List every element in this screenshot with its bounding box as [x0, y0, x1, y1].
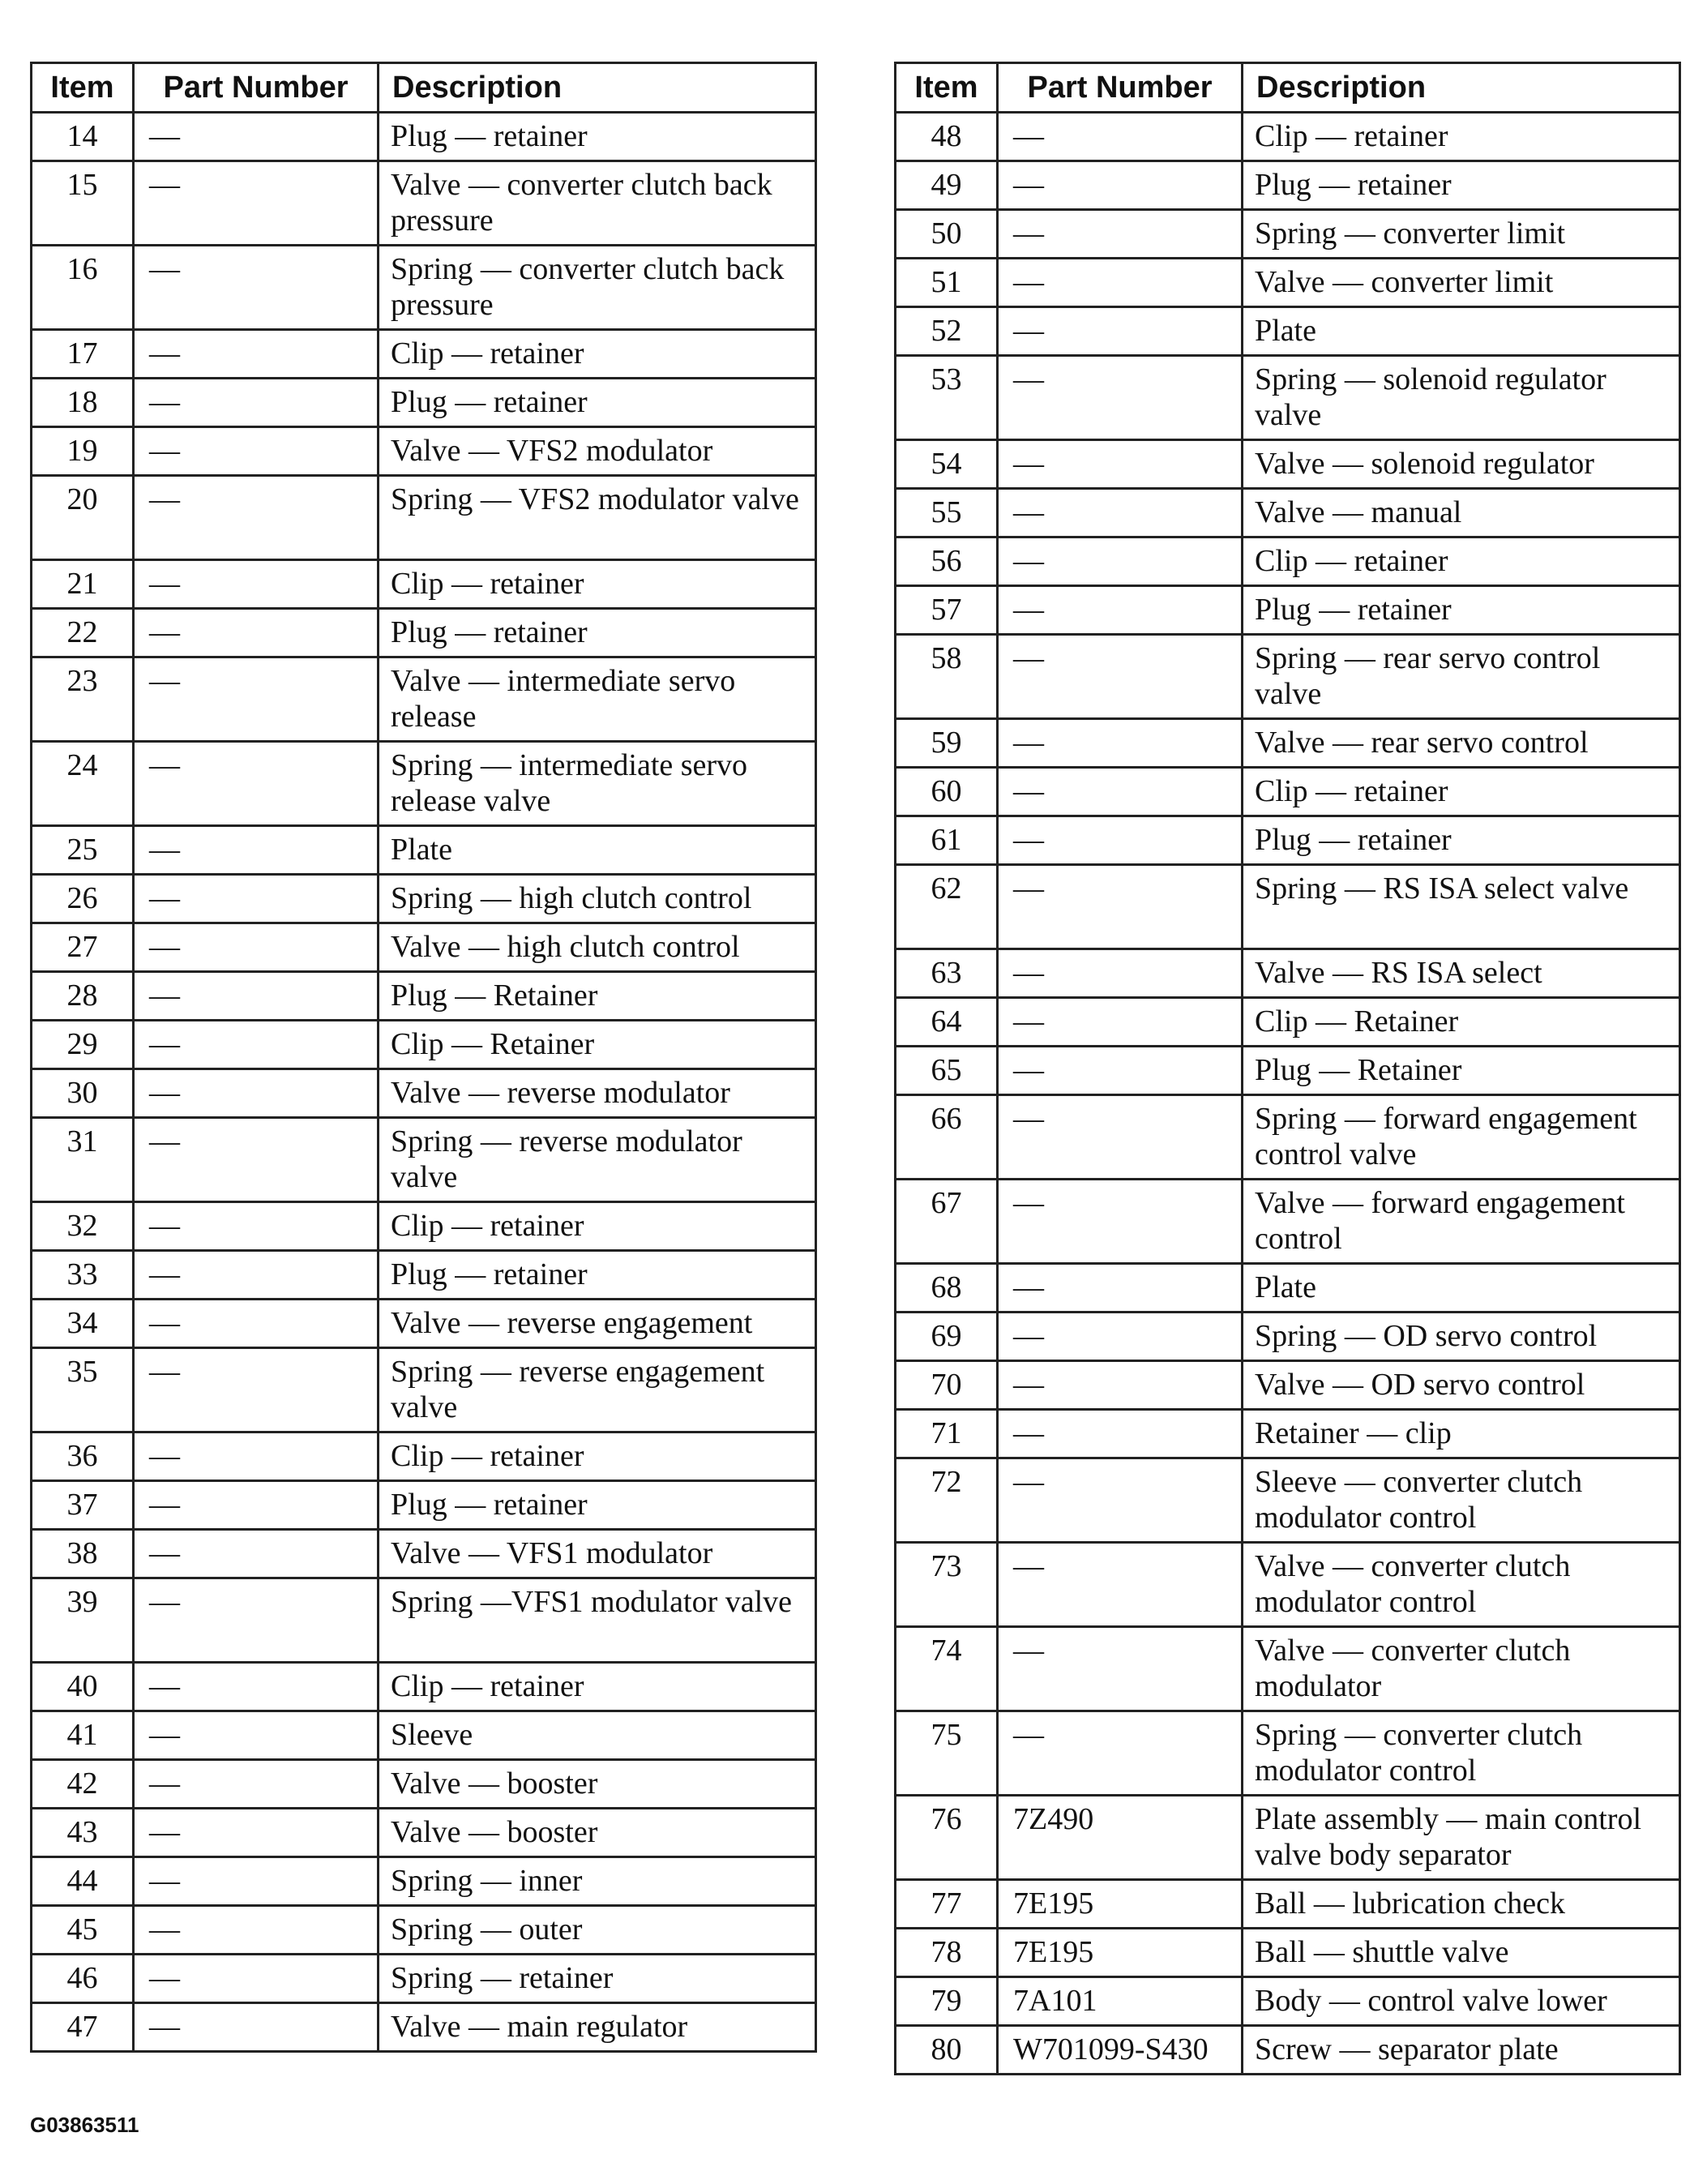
item-cell: 25	[32, 826, 134, 875]
table-row	[896, 307, 1680, 356]
part-number-cell: —	[134, 923, 379, 972]
part-number-cell: 7A101	[998, 1977, 1243, 2026]
table-row	[896, 1410, 1680, 1458]
part-number-cell: 7Z490	[998, 1796, 1243, 1880]
table-row	[896, 816, 1680, 865]
table-row	[896, 489, 1680, 537]
description-cell: Ball — shuttle valve	[1243, 1929, 1680, 1977]
description-cell: Plate	[379, 826, 816, 875]
part-number-cell: —	[998, 161, 1243, 210]
table-row	[896, 998, 1680, 1047]
description-cell: Plate	[1243, 1264, 1680, 1313]
table-row	[896, 586, 1680, 635]
part-number-cell: —	[134, 161, 379, 246]
table-row	[32, 1711, 816, 1760]
item-cell: 34	[32, 1300, 134, 1348]
description-cell: Spring — converter clutch back pressure	[379, 246, 816, 330]
description-cell: Valve — booster	[379, 1809, 816, 1857]
table-row	[896, 1180, 1680, 1264]
table-row	[32, 476, 816, 560]
table-row	[896, 537, 1680, 586]
description-cell: Plug — retainer	[1243, 161, 1680, 210]
description-cell: Sleeve — converter clutch modulator control	[1243, 1458, 1680, 1543]
part-number-cell: 7E195	[998, 1880, 1243, 1929]
description-cell: Spring — VFS2 modulator valve	[379, 476, 816, 560]
part-number-cell: —	[998, 1047, 1243, 1095]
description-cell: Spring — outer	[379, 1906, 816, 1955]
item-cell: 38	[32, 1530, 134, 1578]
description-cell: Valve — RS ISA select	[1243, 949, 1680, 998]
description-cell: Valve — OD servo control	[1243, 1361, 1680, 1410]
table-row	[32, 427, 816, 476]
table-row	[32, 1760, 816, 1809]
description-cell: Clip — retainer	[1243, 113, 1680, 161]
description-cell: Clip — retainer	[379, 1202, 816, 1251]
item-cell: 45	[32, 1906, 134, 1955]
part-number-cell: —	[998, 635, 1243, 719]
item-cell: 79	[896, 1977, 998, 2026]
description-cell: Plug — retainer	[1243, 586, 1680, 635]
part-number-cell: —	[998, 537, 1243, 586]
description-cell: Valve — VFS1 modulator	[379, 1530, 816, 1578]
part-number-cell: —	[134, 826, 379, 875]
table-row	[896, 161, 1680, 210]
table-row	[32, 742, 816, 826]
part-number-cell: —	[998, 356, 1243, 440]
item-cell: 67	[896, 1180, 998, 1264]
table-row	[32, 1432, 816, 1481]
table-row	[896, 1627, 1680, 1711]
part-number-cell: —	[134, 1202, 379, 1251]
item-cell: 70	[896, 1361, 998, 1410]
table-row	[32, 826, 816, 875]
description-cell: Plate	[1243, 307, 1680, 356]
item-cell: 37	[32, 1481, 134, 1530]
column-header-item: Item	[32, 63, 134, 113]
table-row	[32, 657, 816, 742]
table-row	[896, 1880, 1680, 1929]
table-row	[896, 949, 1680, 998]
description-cell: Spring — inner	[379, 1857, 816, 1906]
item-cell: 48	[896, 113, 998, 161]
part-number-cell: 7E195	[998, 1929, 1243, 1977]
table-row	[896, 1796, 1680, 1880]
table-row	[32, 609, 816, 657]
description-cell: Spring — converter limit	[1243, 210, 1680, 259]
item-cell: 73	[896, 1543, 998, 1627]
part-number-cell: —	[998, 1095, 1243, 1180]
item-cell: 49	[896, 161, 998, 210]
part-number-cell: —	[998, 586, 1243, 635]
part-number-cell: —	[134, 742, 379, 826]
table-row	[32, 1663, 816, 1711]
column-header-description: Description	[1243, 63, 1680, 113]
table-row	[896, 440, 1680, 489]
table-row	[896, 2026, 1680, 2075]
item-cell: 76	[896, 1796, 998, 1880]
item-cell: 63	[896, 949, 998, 998]
item-cell: 55	[896, 489, 998, 537]
part-number-cell: —	[998, 210, 1243, 259]
table-row	[896, 1929, 1680, 1977]
parts-table-left-body	[32, 113, 816, 2052]
part-number-cell: —	[134, 2003, 379, 2052]
item-cell: 26	[32, 875, 134, 923]
description-cell: Clip — retainer	[1243, 768, 1680, 816]
item-cell: 69	[896, 1313, 998, 1361]
description-cell: Valve — reverse modulator	[379, 1069, 816, 1118]
description-cell: Clip — Retainer	[379, 1021, 816, 1069]
table-header-row	[896, 63, 1680, 113]
description-cell: Valve — VFS2 modulator	[379, 427, 816, 476]
parts-table-right-body	[896, 113, 1680, 2075]
table-row	[32, 875, 816, 923]
item-cell: 36	[32, 1432, 134, 1481]
description-cell: Valve — rear servo control	[1243, 719, 1680, 768]
part-number-cell: —	[998, 307, 1243, 356]
part-number-cell: —	[998, 768, 1243, 816]
description-cell: Spring — retainer	[379, 1955, 816, 2003]
description-cell: Valve — manual	[1243, 489, 1680, 537]
description-cell: Ball — lubrication check	[1243, 1880, 1680, 1929]
description-cell: Body — control valve lower	[1243, 1977, 1680, 2026]
part-number-cell: —	[134, 1760, 379, 1809]
table-row	[32, 560, 816, 609]
table-row	[896, 1047, 1680, 1095]
part-number-cell: —	[998, 440, 1243, 489]
parts-table-right	[894, 62, 1681, 2075]
part-number-cell: —	[134, 1906, 379, 1955]
part-number-cell: —	[134, 1348, 379, 1432]
part-number-cell: —	[998, 719, 1243, 768]
part-number-cell: —	[134, 1711, 379, 1760]
item-cell: 35	[32, 1348, 134, 1432]
item-cell: 30	[32, 1069, 134, 1118]
description-cell: Clip — retainer	[379, 1432, 816, 1481]
item-cell: 59	[896, 719, 998, 768]
description-cell: Spring — high clutch control	[379, 875, 816, 923]
column-header-part-number: Part Number	[134, 63, 379, 113]
item-cell: 60	[896, 768, 998, 816]
table-row	[896, 768, 1680, 816]
item-cell: 52	[896, 307, 998, 356]
column-header-part-number: Part Number	[998, 63, 1243, 113]
description-cell: Valve — forward engagement control	[1243, 1180, 1680, 1264]
part-number-cell: —	[134, 560, 379, 609]
description-cell: Clip — Retainer	[1243, 998, 1680, 1047]
item-cell: 19	[32, 427, 134, 476]
part-number-cell: —	[998, 489, 1243, 537]
table-row	[896, 210, 1680, 259]
item-cell: 44	[32, 1857, 134, 1906]
item-cell: 46	[32, 1955, 134, 2003]
description-cell: Spring — solenoid regulator valve	[1243, 356, 1680, 440]
parts-table-left	[30, 62, 817, 2053]
item-cell: 16	[32, 246, 134, 330]
item-cell: 29	[32, 1021, 134, 1069]
table-row	[896, 719, 1680, 768]
item-cell: 15	[32, 161, 134, 246]
description-cell: Valve — converter clutch back pressure	[379, 161, 816, 246]
part-number-cell: —	[134, 972, 379, 1021]
table-row	[32, 113, 816, 161]
item-cell: 32	[32, 1202, 134, 1251]
table-row	[32, 1578, 816, 1663]
item-cell: 41	[32, 1711, 134, 1760]
description-cell: Spring — RS ISA select valve	[1243, 865, 1680, 949]
table-row	[896, 1711, 1680, 1796]
item-cell: 39	[32, 1578, 134, 1663]
part-number-cell: —	[134, 113, 379, 161]
part-number-cell: —	[134, 476, 379, 560]
table-row	[32, 379, 816, 427]
table-row	[32, 923, 816, 972]
part-number-cell: —	[998, 949, 1243, 998]
table-row	[896, 1977, 1680, 2026]
column-header-description: Description	[379, 63, 816, 113]
table-row	[32, 1530, 816, 1578]
item-cell: 74	[896, 1627, 998, 1711]
item-cell: 58	[896, 635, 998, 719]
item-cell: 21	[32, 560, 134, 609]
part-number-cell: —	[998, 816, 1243, 865]
table-row	[32, 1348, 816, 1432]
description-cell: Sleeve	[379, 1711, 816, 1760]
item-cell: 42	[32, 1760, 134, 1809]
description-cell: Screw — separator plate	[1243, 2026, 1680, 2075]
part-number-cell: —	[134, 427, 379, 476]
part-number-cell: —	[134, 1663, 379, 1711]
table-row	[32, 330, 816, 379]
part-number-cell: —	[134, 1578, 379, 1663]
description-cell: Clip — retainer	[379, 330, 816, 379]
part-number-cell: —	[134, 246, 379, 330]
table-row	[32, 972, 816, 1021]
table-row	[32, 1809, 816, 1857]
description-cell: Plug — retainer	[379, 113, 816, 161]
item-cell: 68	[896, 1264, 998, 1313]
item-cell: 24	[32, 742, 134, 826]
table-row	[32, 1481, 816, 1530]
item-cell: 78	[896, 1929, 998, 1977]
table-row	[896, 865, 1680, 949]
part-number-cell: —	[134, 1069, 379, 1118]
item-cell: 61	[896, 816, 998, 865]
description-cell: Valve — solenoid regulator	[1243, 440, 1680, 489]
description-cell: Clip — retainer	[379, 560, 816, 609]
part-number-cell: —	[998, 1458, 1243, 1543]
part-number-cell: —	[998, 259, 1243, 307]
item-cell: 65	[896, 1047, 998, 1095]
part-number-cell: —	[134, 875, 379, 923]
description-cell: Valve — high clutch control	[379, 923, 816, 972]
part-number-cell: —	[134, 1021, 379, 1069]
part-number-cell: —	[998, 1264, 1243, 1313]
description-cell: Spring — reverse engagement valve	[379, 1348, 816, 1432]
item-cell: 50	[896, 210, 998, 259]
item-cell: 80	[896, 2026, 998, 2075]
item-cell: 64	[896, 998, 998, 1047]
table-row	[32, 246, 816, 330]
part-number-cell: —	[134, 1118, 379, 1202]
part-number-cell: —	[998, 1711, 1243, 1796]
item-cell: 20	[32, 476, 134, 560]
table-row	[32, 1118, 816, 1202]
item-cell: 27	[32, 923, 134, 972]
table-row	[896, 1264, 1680, 1313]
item-cell: 75	[896, 1711, 998, 1796]
description-cell: Plug — retainer	[379, 379, 816, 427]
table-row	[32, 1021, 816, 1069]
part-number-cell: —	[134, 1809, 379, 1857]
figure-id: G03863511	[30, 2113, 139, 2137]
description-cell: Plug — retainer	[1243, 816, 1680, 865]
description-cell: Plate assembly — main control valve body separator	[1243, 1796, 1680, 1880]
part-number-cell: —	[998, 1313, 1243, 1361]
description-cell: Spring — OD servo control	[1243, 1313, 1680, 1361]
item-cell: 33	[32, 1251, 134, 1300]
item-cell: 57	[896, 586, 998, 635]
part-number-cell: —	[998, 1180, 1243, 1264]
part-number-cell: —	[998, 1410, 1243, 1458]
part-number-cell: —	[134, 1300, 379, 1348]
description-cell: Retainer — clip	[1243, 1410, 1680, 1458]
table-row	[896, 356, 1680, 440]
item-cell: 62	[896, 865, 998, 949]
table-row	[896, 113, 1680, 161]
table-row	[896, 1543, 1680, 1627]
table-row	[896, 635, 1680, 719]
table-row	[896, 1095, 1680, 1180]
item-cell: 31	[32, 1118, 134, 1202]
part-number-cell: —	[134, 1251, 379, 1300]
item-cell: 72	[896, 1458, 998, 1543]
description-cell: Valve — converter clutch modulator	[1243, 1627, 1680, 1711]
description-cell: Valve — intermediate servo release	[379, 657, 816, 742]
part-number-cell: —	[134, 1857, 379, 1906]
table-row	[896, 1458, 1680, 1543]
table-header-row	[32, 63, 816, 113]
item-cell: 28	[32, 972, 134, 1021]
description-cell: Plug — Retainer	[379, 972, 816, 1021]
item-cell: 66	[896, 1095, 998, 1180]
description-cell: Valve — converter limit	[1243, 259, 1680, 307]
description-cell: Spring — forward engagement control valve	[1243, 1095, 1680, 1180]
part-number-cell: —	[134, 1432, 379, 1481]
table-row	[896, 259, 1680, 307]
table-row	[32, 1251, 816, 1300]
part-number-cell: —	[998, 1543, 1243, 1627]
table-row	[32, 1955, 816, 2003]
item-cell: 23	[32, 657, 134, 742]
table-row	[32, 1202, 816, 1251]
description-cell: Spring — rear servo control valve	[1243, 635, 1680, 719]
item-cell: 40	[32, 1663, 134, 1711]
description-cell: Spring — reverse modulator valve	[379, 1118, 816, 1202]
description-cell: Clip — retainer	[1243, 537, 1680, 586]
part-number-cell: W701099-S430	[998, 2026, 1243, 2075]
column-header-item: Item	[896, 63, 998, 113]
table-row	[32, 1906, 816, 1955]
description-cell: Spring — intermediate servo release valve	[379, 742, 816, 826]
description-cell: Spring —VFS1 modulator valve	[379, 1578, 816, 1663]
table-row	[32, 1857, 816, 1906]
item-cell: 14	[32, 113, 134, 161]
part-number-cell: —	[134, 609, 379, 657]
part-number-cell: —	[998, 865, 1243, 949]
description-cell: Valve — converter clutch modulator control	[1243, 1543, 1680, 1627]
item-cell: 43	[32, 1809, 134, 1857]
description-cell: Plug — Retainer	[1243, 1047, 1680, 1095]
item-cell: 18	[32, 379, 134, 427]
item-cell: 51	[896, 259, 998, 307]
item-cell: 54	[896, 440, 998, 489]
table-row	[32, 2003, 816, 2052]
item-cell: 71	[896, 1410, 998, 1458]
part-number-cell: —	[998, 1627, 1243, 1711]
description-cell: Valve — booster	[379, 1760, 816, 1809]
description-cell: Plug — retainer	[379, 609, 816, 657]
description-cell: Valve — reverse engagement	[379, 1300, 816, 1348]
table-row	[896, 1313, 1680, 1361]
table-row	[32, 1300, 816, 1348]
description-cell: Valve — main regulator	[379, 2003, 816, 2052]
part-number-cell: —	[134, 1530, 379, 1578]
item-cell: 56	[896, 537, 998, 586]
part-number-cell: —	[998, 998, 1243, 1047]
part-number-cell: —	[134, 1955, 379, 2003]
table-row	[32, 1069, 816, 1118]
part-number-cell: —	[134, 1481, 379, 1530]
part-number-cell: —	[998, 113, 1243, 161]
item-cell: 53	[896, 356, 998, 440]
description-cell: Plug — retainer	[379, 1481, 816, 1530]
item-cell: 22	[32, 609, 134, 657]
table-row	[32, 161, 816, 246]
part-number-cell: —	[998, 1361, 1243, 1410]
description-cell: Clip — retainer	[379, 1663, 816, 1711]
item-cell: 77	[896, 1880, 998, 1929]
part-number-cell: —	[134, 330, 379, 379]
item-cell: 17	[32, 330, 134, 379]
part-number-cell: —	[134, 379, 379, 427]
table-row	[896, 1361, 1680, 1410]
part-number-cell: —	[134, 657, 379, 742]
description-cell: Plug — retainer	[379, 1251, 816, 1300]
item-cell: 47	[32, 2003, 134, 2052]
description-cell: Spring — converter clutch modulator control	[1243, 1711, 1680, 1796]
